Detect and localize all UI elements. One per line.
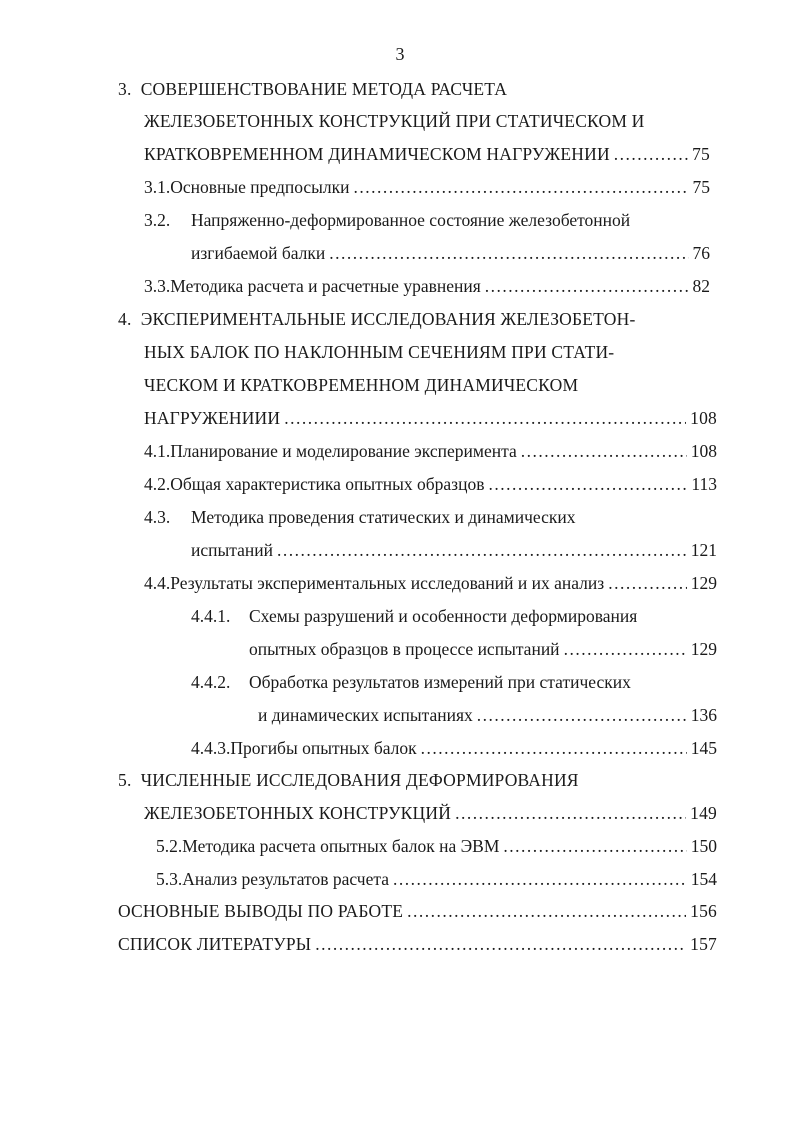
toc-section-title: Результаты экспериментальных исследований и их анализ	[170, 573, 605, 593]
toc-chapter-4-entry	[144, 407, 717, 429]
toc-leader-dots	[477, 704, 687, 726]
toc-chapter-4-number: 4.	[118, 309, 132, 329]
toc-chapter-4-title-line-1: ЭКСПЕРИМЕНТАЛЬНЫЕ ИССЛЕДОВАНИЯ ЖЕЛЕЗОБЕТОН-	[140, 309, 636, 329]
toc-conclusions-title: ОСНОВНЫЕ ВЫВОДЫ ПО РАБОТЕ	[118, 901, 404, 921]
toc-section-number: 5.2.	[156, 836, 183, 856]
toc-chapter-5-entry	[144, 802, 717, 824]
toc-section-title-line-1: Напряженно-деформированное состояние железобетонной	[191, 210, 631, 230]
toc-leader-dots	[421, 737, 687, 759]
toc-section-number: 3.1.	[144, 177, 171, 197]
toc-leader-dots	[315, 933, 686, 955]
toc-section-page: 75	[692, 177, 710, 197]
toc-section-page: 154	[690, 869, 717, 889]
toc-subsection-title-line-1: Схемы разрушений и особенности деформирования	[249, 606, 638, 626]
toc-subsection-4-4-2-heading	[191, 671, 631, 693]
toc-subsection-number: 4.4.3.	[191, 738, 231, 758]
toc-chapter-3-title-line-1: СОВЕРШЕНСТВОВАНИЕ МЕТОДА РАСЧЕТА	[140, 79, 508, 99]
toc-section-title-line-2: изгибаемой балки	[191, 243, 326, 263]
toc-section-3-3	[144, 275, 710, 297]
toc-chapter-5-number: 5.	[118, 770, 132, 790]
toc-subsection-4-4-1-heading	[191, 605, 637, 627]
toc-subsection-4-4-3	[191, 737, 717, 759]
toc-subsection-title-line-2: и динамических испытаниях	[258, 705, 473, 725]
toc-leader-dots	[354, 176, 689, 198]
toc-subsection-page: 136	[690, 705, 717, 725]
toc-leader-dots	[329, 242, 688, 264]
toc-conclusions	[118, 900, 717, 922]
toc-leader-dots	[407, 900, 686, 922]
toc-subsection-title: Прогибы опытных балок	[230, 738, 417, 758]
toc-subsection-page: 129	[690, 639, 717, 659]
toc-leader-dots	[277, 539, 687, 561]
toc-section-number: 5.3.	[156, 869, 183, 889]
toc-section-title: Общая характеристика опытных образцов	[170, 474, 485, 494]
toc-references-page: 157	[690, 934, 717, 954]
toc-leader-dots	[521, 440, 687, 462]
toc-chapter-4-title-line-3: ЧЕСКОМ И КРАТКОВРЕМЕННОМ ДИНАМИЧЕСКОМ	[144, 375, 579, 395]
toc-leader-dots	[485, 275, 689, 297]
toc-chapter-3-page: 75	[692, 144, 710, 164]
page-number: 3	[395, 44, 405, 64]
toc-subsection-4-4-1-entry	[249, 638, 717, 660]
toc-chapter-5-page: 149	[690, 803, 717, 823]
toc-leader-dots	[608, 572, 687, 594]
toc-section-5-2	[156, 835, 717, 857]
toc-section-title: Методика расчета опытных балок на ЭВМ	[182, 836, 500, 856]
toc-section-page: 108	[690, 441, 717, 461]
toc-section-number: 3.3.	[144, 276, 171, 296]
toc-section-title: Анализ результатов расчета	[182, 869, 389, 889]
toc-references-title: СПИСОК ЛИТЕРАТУРЫ	[118, 934, 312, 954]
toc-section-5-3	[156, 868, 717, 890]
toc-section-page: 129	[690, 573, 717, 593]
toc-section-number: 4.2.	[144, 474, 171, 494]
toc-chapter-4-heading	[118, 308, 636, 330]
toc-subsection-number: 4.4.2.	[191, 672, 231, 692]
toc-leader-dots	[455, 802, 686, 824]
toc-section-page: 121	[690, 540, 717, 560]
toc-section-3-1	[144, 176, 710, 198]
toc-chapter-5-title-line-2: ЖЕЛЕЗОБЕТОННЫХ КОНСТРУКЦИЙ	[144, 803, 452, 823]
toc-section-3-2-entry	[191, 242, 710, 264]
toc-section-4-3-entry	[191, 539, 717, 561]
toc-leader-dots	[564, 638, 687, 660]
toc-chapter-3-title-line-3: КРАТКОВРЕМЕННОМ ДИНАМИЧЕСКОМ НАГРУЖЕНИИ	[144, 144, 610, 164]
toc-section-title: Методика расчета и расчетные уравнения	[170, 276, 481, 296]
toc-conclusions-page: 156	[690, 901, 717, 921]
toc-leader-dots	[488, 473, 687, 495]
toc-leader-dots	[393, 868, 687, 890]
toc-references	[118, 933, 717, 955]
toc-subsection-4-4-2-entry	[258, 704, 717, 726]
toc-leader-dots	[614, 143, 688, 165]
toc-subsection-title-line-2: опытных образцов в процессе испытаний	[249, 639, 560, 659]
toc-chapter-3-entry	[144, 143, 710, 165]
toc-chapter-4-title-line-4: НАГРУЖЕНИИИ	[144, 408, 281, 428]
toc-section-4-4	[144, 572, 717, 594]
toc-section-4-2	[144, 473, 717, 495]
toc-section-page: 76	[692, 243, 710, 263]
toc-subsection-title-line-1: Обработка результатов измерений при статических	[249, 672, 631, 692]
toc-chapter-5-title-line-1: ЧИСЛЕННЫЕ ИССЛЕДОВАНИЯ ДЕФОРМИРОВАНИЯ	[140, 770, 579, 790]
toc-section-title: Основные предпосылки	[170, 177, 350, 197]
toc-chapter-5-heading	[118, 769, 579, 791]
toc-section-number: 4.4.	[144, 573, 171, 593]
toc-chapter-3-title-line-2: ЖЕЛЕЗОБЕТОННЫХ КОНСТРУКЦИЙ ПРИ СТАТИЧЕСКОМ И	[144, 111, 645, 131]
toc-leader-dots	[284, 407, 686, 429]
toc-chapter-4-page: 108	[690, 408, 717, 428]
toc-section-4-1	[144, 440, 717, 462]
toc-leader-dots	[503, 835, 686, 857]
toc-section-title: Планирование и моделирование эксперимента	[170, 441, 517, 461]
toc-section-number: 4.1.	[144, 441, 171, 461]
toc-section-4-3-heading	[144, 506, 576, 528]
toc-subsection-page: 145	[690, 738, 717, 758]
toc-chapter-3-heading	[118, 78, 507, 100]
toc-section-title-line-1: Методика проведения статических и динамических	[191, 507, 576, 527]
toc-section-number: 4.3.	[144, 507, 171, 527]
toc-chapter-4-title-line-2: НЫХ БАЛОК ПО НАКЛОННЫМ СЕЧЕНИЯМ ПРИ СТАТИ-	[144, 342, 615, 362]
toc-section-title-line-2: испытаний	[191, 540, 273, 560]
toc-subsection-number: 4.4.1.	[191, 606, 231, 626]
toc-section-3-2-heading	[144, 209, 630, 231]
toc-section-page: 150	[690, 836, 717, 856]
toc-section-page: 113	[691, 474, 717, 494]
toc-section-number: 3.2.	[144, 210, 171, 230]
toc-section-page: 82	[692, 276, 710, 296]
toc-chapter-3-number: 3.	[118, 79, 132, 99]
